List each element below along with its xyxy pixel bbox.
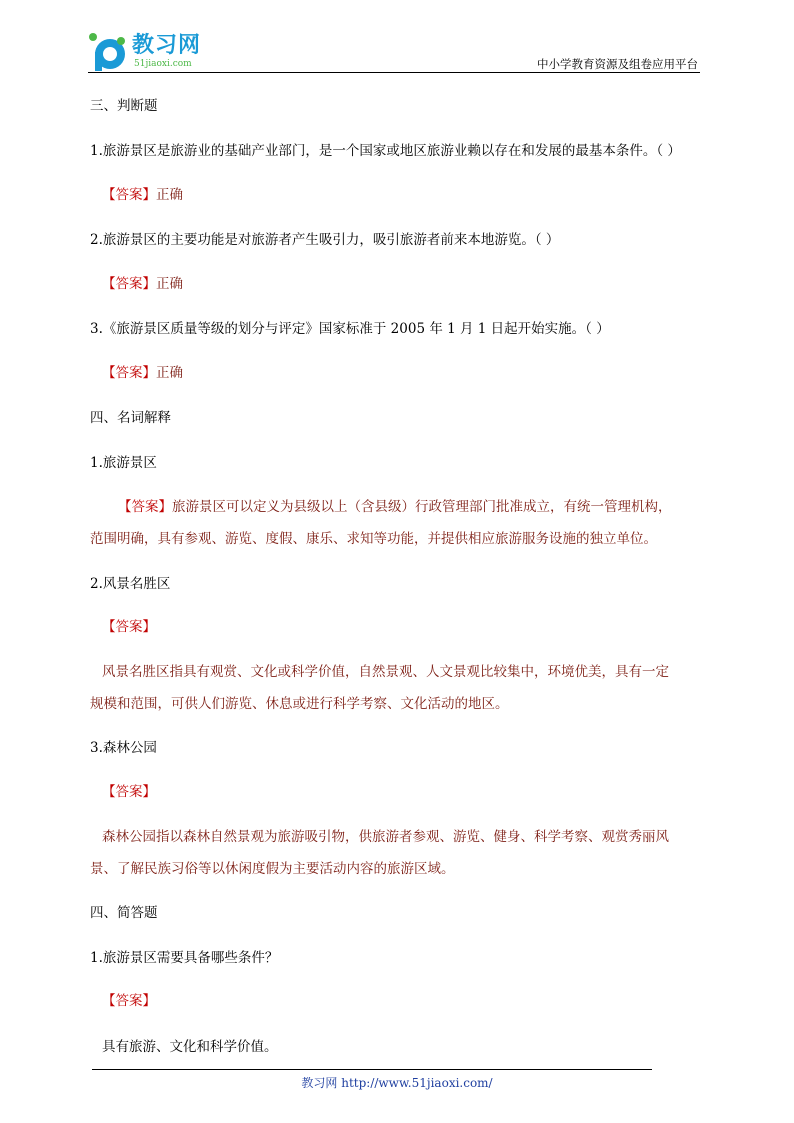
section-title: 四、名词解释 xyxy=(90,410,171,426)
answer-label: 【答案】 xyxy=(102,276,156,292)
question-item: 3.《旅游景区质量等级的划分与评定》国家标准于 2005 年 1 月 1 日起开始实施。（ ） xyxy=(90,321,610,337)
question-item: 2.旅游景区的主要功能是对旅游者产生吸引力，吸引旅游者前来本地游览。（ ） xyxy=(90,232,560,248)
answer-label: 【答案】 xyxy=(102,784,156,800)
answer-text: 正确 xyxy=(156,276,183,292)
answer-text: 森林公园指以森林自然景观为旅游吸引物，供旅游者参观、游览、健身、科学考察、观赏秀丽风 xyxy=(102,829,669,845)
answer-label: 【答案】 xyxy=(102,619,156,635)
section-title: 三、判断题 xyxy=(90,98,158,114)
answer-text: 风景名胜区指具有观赏、文化或科学价值，自然景观、人文景观比较集中，环境优美，具有一定 xyxy=(102,664,669,680)
answer-label: 【答案】 xyxy=(102,365,156,381)
answer-text-continued: 范围明确，具有参观、游览、度假、康乐、求知等功能，并提供相应旅游服务设施的独立单位。 xyxy=(90,531,657,547)
answer-text: 具有旅游、文化和科学价值。 xyxy=(102,1039,278,1055)
answer-label: 【答案】 xyxy=(102,187,156,203)
answer-text-continued: 规模和范围，可供人们游览、休息或进行科学考察、文化活动的地区。 xyxy=(90,696,509,712)
answer-label: 【答案】 xyxy=(102,993,156,1009)
term-item: 3.森林公园 xyxy=(90,740,157,756)
answer-text: 旅游景区可以定义为县级以上（含县级）行政管理部门批准成立，有统一管理机构， xyxy=(172,499,672,515)
answer-label: 【答案】 xyxy=(118,499,172,515)
term-item: 2.风景名胜区 xyxy=(90,576,171,592)
answer-line xyxy=(102,185,183,205)
platform-tagline: 中小学教育资源及组卷应用平台 xyxy=(537,57,698,71)
header-divider xyxy=(88,72,700,73)
answer-line xyxy=(118,497,672,517)
footer-site-name: 教习网 xyxy=(301,1076,338,1090)
answer-text: 正确 xyxy=(156,187,183,203)
logo-icon xyxy=(88,32,130,72)
footer-divider xyxy=(92,1069,652,1070)
question-item: 1.旅游景区需要具备哪些条件？ xyxy=(90,950,279,966)
page-header xyxy=(0,0,794,80)
page-footer xyxy=(0,1075,794,1091)
question-item: 1.旅游景区是旅游业的基础产业部门，是一个国家或地区旅游业赖以存在和发展的最基本条件。（ ） xyxy=(90,143,681,159)
answer-line xyxy=(102,274,183,294)
logo-url: 51jiaoxi.com xyxy=(134,59,192,69)
answer-line xyxy=(102,363,183,383)
answer-text: 正确 xyxy=(156,365,183,381)
logo-title: 教习网 xyxy=(132,33,202,58)
term-item: 1.旅游景区 xyxy=(90,455,157,471)
answer-text-continued: 景、了解民族习俗等以休闲度假为主要活动内容的旅游区域。 xyxy=(90,861,455,877)
footer-url-link[interactable]: http://www.51jiaoxi.com/ xyxy=(341,1076,493,1090)
section-title: 四、简答题 xyxy=(90,905,158,921)
logo xyxy=(88,30,218,74)
